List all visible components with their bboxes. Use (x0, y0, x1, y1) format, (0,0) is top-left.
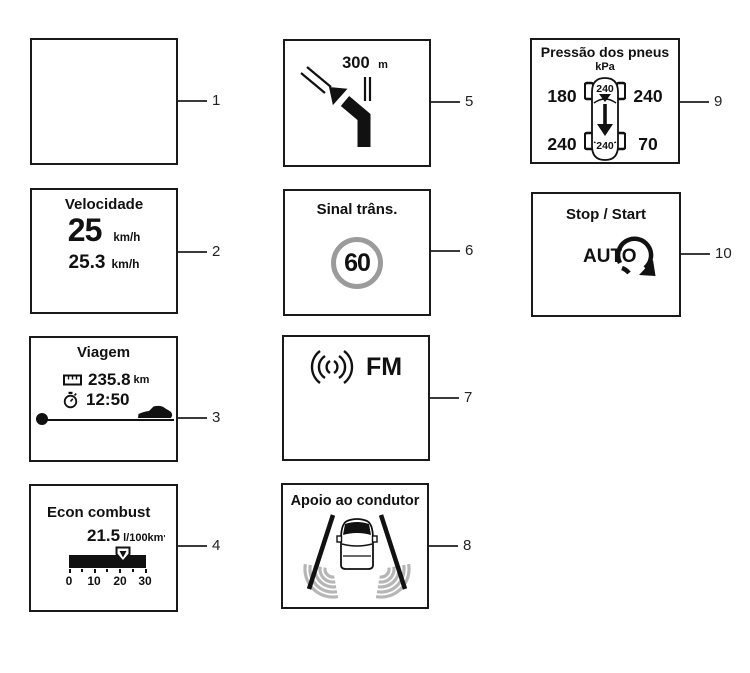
callout-6 (431, 242, 473, 260)
tire-display-rear-value: 240 (596, 140, 614, 152)
leader-line (680, 101, 709, 103)
callout-number: 5 (465, 93, 474, 110)
callout-3 (178, 409, 220, 427)
speed-current-unit: km/h (113, 232, 141, 244)
speed-current-value: 25 (67, 212, 102, 248)
leader-line (430, 397, 459, 399)
leader-line (431, 101, 460, 103)
blind-spot-assist-icon (295, 511, 419, 599)
callout-number: 8 (463, 537, 472, 554)
panel-traffic-sign (283, 189, 431, 316)
fuel-value: 21.5 (87, 526, 121, 545)
fuel-tick-10: 10 (87, 574, 101, 588)
trip-distance-value: 235.8 (88, 370, 131, 389)
car-top-icon (584, 76, 626, 162)
panel-stop-start (531, 192, 681, 317)
speed-limit-sign (331, 237, 383, 289)
auto-label: AUTO (583, 246, 637, 267)
panel-blank-display (30, 38, 178, 165)
fuel-tick-20: 20 (113, 574, 127, 588)
callout-7 (430, 389, 472, 407)
panel-trip (29, 336, 178, 462)
auto-loop-icon (583, 232, 663, 280)
trip-distance-unit: km (133, 374, 150, 386)
panel-fuel-economy (29, 484, 178, 612)
fuel-tick-0: 0 (65, 574, 73, 588)
tire-front-left-value: 180 (547, 86, 577, 106)
leader-line (431, 250, 460, 252)
callout-10 (681, 245, 732, 263)
callout-2 (178, 243, 220, 261)
radio-band-label: FM (365, 352, 403, 381)
speed-title: Velocidade (64, 196, 144, 213)
callout-1 (178, 92, 220, 110)
speed-average-value: 25.3 (68, 252, 106, 273)
route-line (41, 419, 174, 421)
nav-distance-unit: m (378, 59, 388, 71)
speed-limit-value: 60 (344, 248, 370, 277)
callout-number: 10 (715, 245, 732, 262)
sign-title: Sinal trâns. (316, 201, 398, 218)
panel-tire-pressure (530, 38, 680, 164)
fuel-title: Econ combust (47, 504, 151, 521)
ruler-icon (63, 374, 82, 386)
leader-line (429, 545, 458, 547)
callout-number: 4 (212, 537, 221, 554)
leader-line (178, 251, 207, 253)
trip-title: Viagem (76, 344, 131, 361)
tire-rear-left-value: 240 (547, 134, 577, 154)
tire-front-right-value: 240 (633, 86, 663, 106)
fuel-marker-icon (115, 546, 131, 563)
leader-line (178, 417, 207, 419)
tire-display-front-value: 240 (596, 83, 614, 95)
speed-average-unit: km/h (111, 257, 140, 271)
callout-number: 1 (212, 92, 221, 109)
fuel-unit: l/100km (123, 532, 164, 544)
turn-arrow-icon (285, 41, 429, 165)
fuel-tick-30: 30 (138, 574, 152, 588)
trip-time-value: 12:50 (86, 390, 130, 409)
callout-number: 2 (212, 243, 221, 260)
callout-9 (680, 93, 722, 111)
car-rear-icon (337, 519, 377, 569)
tire-rear-right-value: 70 (638, 134, 658, 154)
leader-line (178, 100, 207, 102)
callout-number: 6 (465, 242, 474, 259)
callout-number: 9 (714, 93, 723, 110)
nav-distance-value: 300 (342, 54, 370, 72)
tire-unit-label: kPa (595, 61, 615, 73)
leader-line (178, 545, 207, 547)
fuel-bar (69, 555, 146, 568)
panel-navigation (283, 39, 431, 167)
panel-driver-assist (281, 483, 429, 609)
stopwatch-icon (63, 391, 78, 409)
panel-speed (30, 188, 178, 314)
car-side-icon (137, 404, 173, 419)
fuel-footnote-mark: ' (163, 534, 166, 543)
stopstart-title: Stop / Start (565, 206, 646, 223)
broadcast-icon (310, 349, 354, 385)
callout-number: 3 (212, 409, 221, 426)
assist-title: Apoio ao condutor (290, 493, 420, 509)
tire-title: Pressão dos pneus (540, 44, 670, 60)
panel-radio (282, 335, 430, 461)
callout-5 (431, 93, 473, 111)
leader-line (681, 253, 710, 255)
callout-4 (178, 537, 220, 555)
callout-8 (429, 537, 471, 555)
callout-number: 7 (464, 389, 473, 406)
